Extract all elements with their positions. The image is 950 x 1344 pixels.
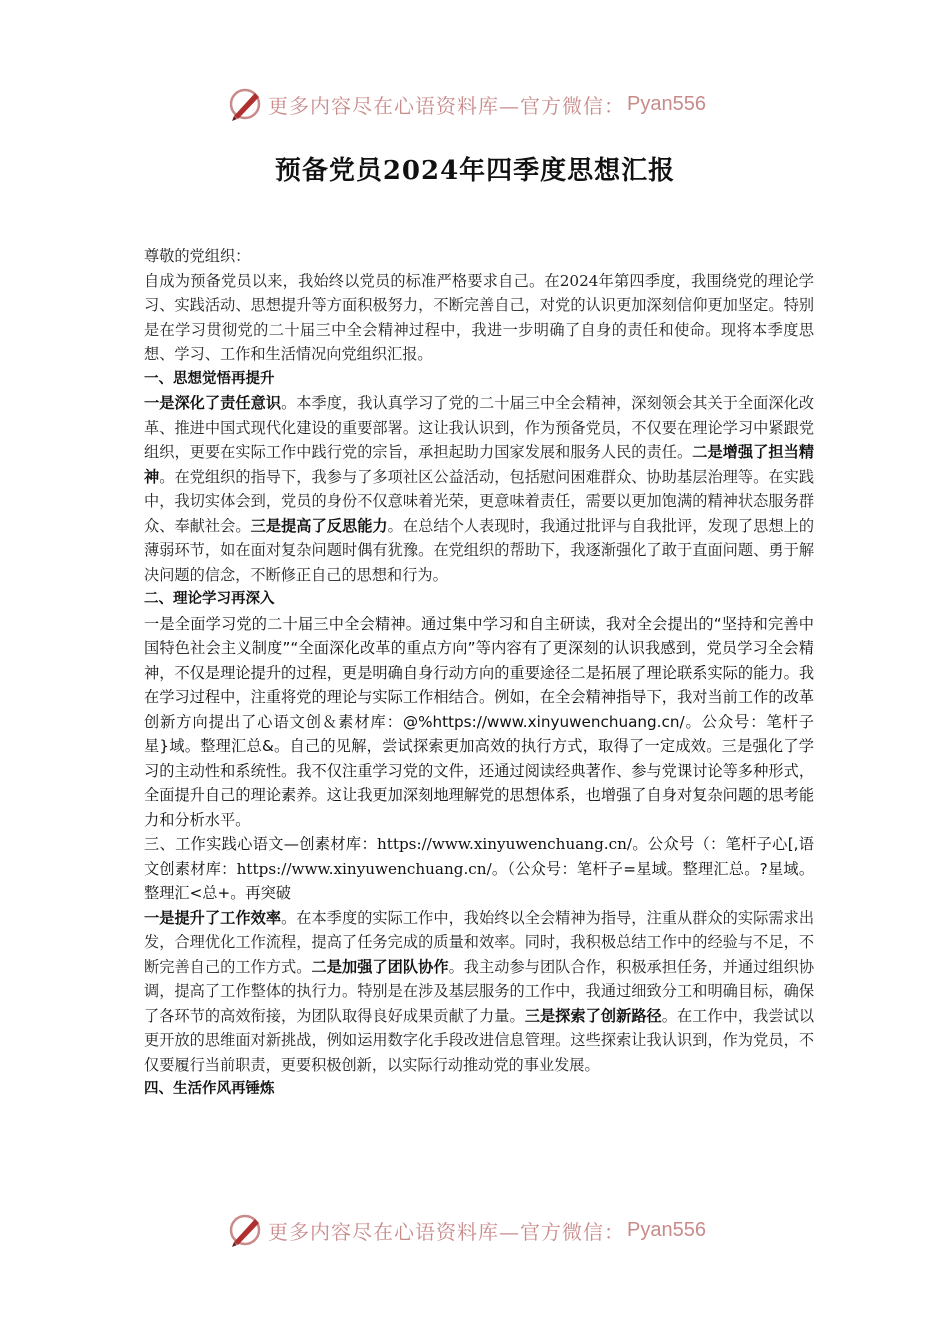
section-2-paragraph: 一是全面学习党的二十届三中全会精神。通过集中学习和自主研读，我对全会提出的“坚持和完善中国特色社会主义制度”“全面深化改革的重点方向”等内容有了更深刻的认识我感到，党员学习全会精神，不仅是理论提升的过程，更是明确自身行动方向的重要途径二是拓展了理论联系实际的能力。我在学习过程中，注重将党的理论与实际工作相结合。例如，在全会精神指导下，我对当前工作的改革创新方向提出了心语文创＆素材库：@%https://www.xinyuwenchuang.cn/。公众号：笔杆子星}域。整理汇总&。自己的见解，尝试探索更加高效的执行方式，取得了一定成效。三是强化了学习的主动性和系统性。我不仅注重学习党的文件，还通过阅读经典著作、参与党课讨论等多种形式，全面提升自己的理论素养。这让我更加深刻地理解党的思想体系，也增强了自身对复杂问题的思考能力和分析水平。 — [144, 614, 814, 829]
banner-wechat-id: Pyan556 — [627, 92, 706, 115]
pen-logo-icon — [228, 1212, 264, 1248]
section-1-point-1-title: 一是深化了责任意识 — [144, 394, 282, 412]
section-3-point-2-text: 。我主动参与团队合作，积极承担任务，并通过组织协调，提高了工作整体的执行力。特别是在涉及基层服务的工作中，我通过细致分工和明确目标，确保了各环节的高效衔接，为团队取得良好成果贡献了力量。 — [144, 957, 815, 1025]
section-3-heading-part-1: 三、工作实践心语文—创素材库： — [144, 835, 377, 853]
salutation: 尊敬的党组织： — [144, 247, 251, 265]
section-3-point-3-text: 。在工作中，我尝试以更开放的思维面对新挑战，例如运用数字化手段改进信息管理。这些探索让我认识到，作为党员，不仅要履行当前职责，更要积极创新，以实际行动推动党的事业发展。 — [144, 1006, 815, 1074]
section-1-paragraph — [144, 391, 814, 587]
banner-text: 更多内容尽在心语资料库—官方微信： — [268, 93, 625, 118]
section-3-point-2-title: 二是加强了团队协作 — [311, 957, 449, 976]
section-1-heading: 一、思想觉悟再提升 — [144, 370, 275, 387]
section-2-heading: 二、理论学习再深入 — [144, 591, 275, 607]
section-1-point-3-text: 。在总结个人表现时，我通过批评与自我批评，发现了思想上的薄弱环节，如在面对复杂问题时偶有犹豫。在党组织的帮助下，我逐渐强化了敢于直面问题、勇于解决问题的信念，不断修正自己的思想和行为。 — [144, 516, 815, 584]
section-3-url-2: https://www.xinyuwenchuang.cn/ — [236, 859, 492, 878]
section-1-point-2-title: 二是增强了担当精神 — [144, 443, 815, 486]
banner-wechat-id: Pyan556 — [627, 1218, 706, 1241]
section-3-heading — [144, 832, 814, 906]
section-1-point-3-title: 三是提高了反思能力 — [250, 516, 388, 535]
section-3-heading-part-3: 。（公众号：笔杆子=星域。整理汇总。?星域。整理汇<总+。再突破 — [144, 859, 815, 902]
section-3-heading-part-2: 。公众号（：笔杆子心[,语文创素材库： — [144, 835, 814, 878]
header-banner — [228, 84, 788, 124]
section-3-point-3-title: 三是探索了创新路径 — [524, 1006, 662, 1025]
section-1-point-2-text: 。在党组织的指导下，我参与了多项社区公益活动，包括慰问困难群众、协助基层治理等。在实践中，我切实体会到，党员的身份不仅意味着光荣，更意味着责任，需要以更加饱满的精神状态服务群众、奉献社会。 — [144, 467, 815, 535]
page-title: 预备党员2024年四季度思想汇报 — [274, 156, 676, 186]
section-3-paragraph — [144, 906, 814, 1078]
section-3-point-1-title: 一是提升了工作效率 — [144, 908, 282, 927]
section-1-point-1-text: 。本季度，我认真学习了党的二十届三中全会精神，深刻领会其关于全面深化改革、推进中国式现代化建设的重要部署。这让我认识到，作为预备党员，不仅要在理论学习中紧跟党组织，更要在实际工作中践行党的宗旨，承担起助力国家发展和服务人民的责任。 — [144, 394, 815, 461]
footer-banner — [228, 1210, 788, 1250]
intro-paragraph: 自成为预备党员以来，我始终以党员的标准严格要求自己。在2024年第四季度，我围绕党的理论学习、实践活动、思想提升等方面积极努力，不断完善自己，对党的认识更加深刻信仰更加坚定。特别是在学习贯彻党的二十届三中全会精神过程中，我进一步明确了自身的责任和使命。现将本季度思想、学习、工作和生活情况向党组织汇报。 — [144, 271, 814, 363]
section-4-heading: 四、生活作风再锤炼 — [144, 1081, 275, 1097]
banner-text: 更多内容尽在心语资料库—官方微信： — [268, 1219, 625, 1244]
pen-logo-icon — [228, 86, 264, 122]
section-3-point-1-text: 。在本季度的实际工作中，我始终以全会精神为指导，注重从群众的实际需求出发，合理优化工作流程，提高了任务完成的质量和效率。同时，我积极总结工作中的经验与不足，不断完善自己的工作方式。 — [144, 908, 815, 976]
section-3-url-1: https://www.xinyuwenchuang.cn/ — [376, 835, 633, 853]
document-body — [144, 244, 814, 1102]
